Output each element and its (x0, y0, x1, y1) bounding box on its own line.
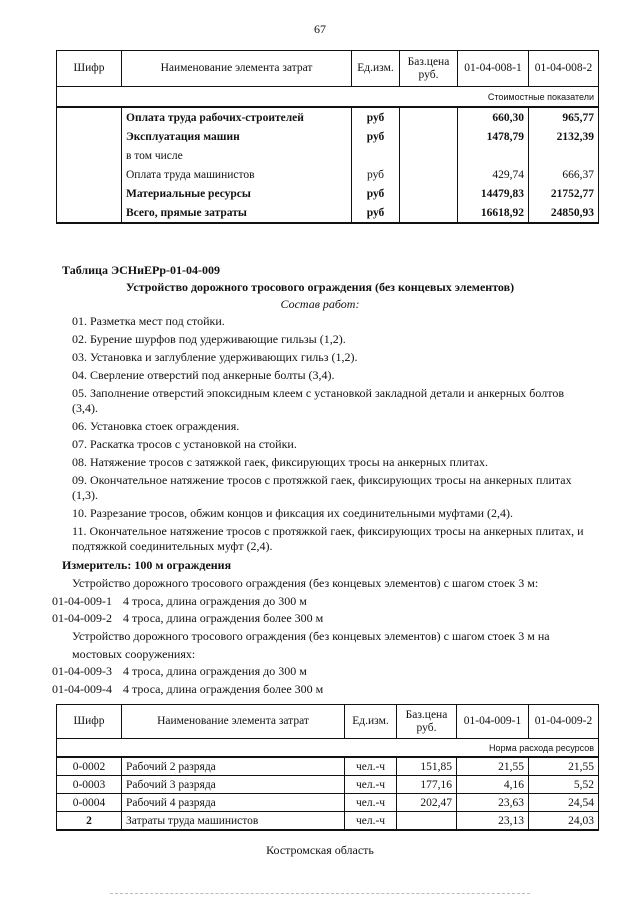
works-list (72, 314, 592, 557)
header-base-price: Баз.цена руб. (397, 705, 457, 739)
group1-item (52, 610, 323, 628)
row-name: Материальные ресурсы (122, 184, 352, 203)
row-unit: чел.-ч (345, 794, 397, 812)
item-text: 4 троса, длина ограждения до 300 м (123, 664, 307, 678)
header-code: Шифр (57, 51, 122, 87)
header-code: Шифр (57, 705, 122, 739)
row-value-2 (529, 146, 599, 165)
table-row (57, 146, 599, 165)
group2-description: Устройство дорожного тросового ограждения (без концевых элементов) с шагом стоек 3 м на мостовых сооружениях: (72, 629, 550, 661)
row-price: 202,47 (397, 794, 457, 812)
header-col-1: 01-04-008-1 (458, 51, 529, 87)
row-value-2: 5,52 (529, 776, 599, 794)
list-item: 11. Окончательное натяжение тросов с протяжкой гаек, фиксирующих тросы на анкерных плитах, и подтяжкой соединительных муфт (2,4). (72, 524, 584, 553)
list-item: 08. Натяжение тросов с затяжкой гаек, фиксирующих тросы на анкерных плитах. (72, 455, 489, 469)
item-code: 01-04-009-1 (52, 594, 112, 608)
header-col-2: 01-04-008-2 (529, 51, 599, 87)
row-name: Рабочий 3 разряда (122, 776, 345, 794)
row-value-2: 666,37 (529, 165, 599, 184)
item-code: 01-04-009-2 (52, 611, 112, 625)
section-label: Стоимостные показатели (57, 87, 599, 108)
header-name: Наименование элемента затрат (122, 51, 352, 87)
table-row (57, 757, 599, 776)
row-value-1: 16618,92 (458, 203, 529, 223)
group1-item (52, 593, 307, 611)
row-value-2: 21,55 (529, 757, 599, 776)
row-value-2: 24,54 (529, 794, 599, 812)
row-value-1: 429,74 (458, 165, 529, 184)
measure-unit: Измеритель: 100 м ограждения (62, 558, 232, 572)
row-code: 0-0003 (57, 776, 122, 794)
row-value-2: 21752,77 (529, 184, 599, 203)
list-item: 04. Сверление отверстий под анкерные болты (3,4). (72, 368, 335, 382)
item-text: 4 троса, длина ограждения более 300 м (123, 611, 324, 625)
header-name: Наименование элемента затрат (122, 705, 345, 739)
row-code: 2 (57, 812, 122, 831)
list-item: 05. Заполнение отверстий эпоксидным клеем с установкой закладной детали и анкерных болтов (3,4). (72, 386, 564, 415)
header-col-1: 01-04-009-1 (457, 705, 529, 739)
row-value-1: 4,16 (457, 776, 529, 794)
row-unit: руб (352, 107, 400, 127)
row-value-2: 24850,93 (529, 203, 599, 223)
row-name: Всего, прямые затраты (122, 203, 352, 223)
item-code: 01-04-009-4 (52, 682, 112, 696)
page-number: 67 (314, 22, 326, 36)
row-name: Оплата труда рабочих-строителей (122, 107, 352, 127)
header-col-2: 01-04-009-2 (529, 705, 599, 739)
row-value-1: 1478,79 (458, 127, 529, 146)
item-text: 4 троса, длина ограждения более 300 м (123, 682, 324, 696)
list-item: 01. Разметка мест под стойки. (72, 314, 225, 328)
row-name: Затраты труда машинистов (122, 812, 345, 831)
cost-table-008 (56, 50, 599, 224)
row-value-2: 24,03 (529, 812, 599, 831)
table-subtitle: Устройство дорожного тросового ограждения (без концевых элементов) (125, 280, 515, 294)
row-unit: чел.-ч (345, 812, 397, 831)
row-unit: руб (352, 184, 400, 203)
row-name: Эксплуатация машин (122, 127, 352, 146)
header-base-price: Баз.цена руб. (400, 51, 458, 87)
row-price: 177,16 (397, 776, 457, 794)
row-name: Оплата труда машинистов (122, 165, 352, 184)
row-price: 151,85 (397, 757, 457, 776)
row-value-1: 14479,83 (458, 184, 529, 203)
row-price (397, 812, 457, 831)
table-row (57, 107, 599, 127)
list-item: 07. Раскатка тросов с установкой на стойки. (72, 437, 297, 451)
row-unit: чел.-ч (345, 757, 397, 776)
row-unit (352, 146, 400, 165)
row-value-1: 660,30 (458, 107, 529, 127)
row-name: Рабочий 2 разряда (122, 757, 345, 776)
group2-item (52, 681, 323, 699)
row-code: 0-0004 (57, 794, 122, 812)
row-unit: руб (352, 165, 400, 184)
header-unit: Ед.изм. (352, 51, 400, 87)
table-row (57, 165, 599, 184)
list-item: 02. Бурение шурфов под удерживающие гильзы (1,2). (72, 332, 346, 346)
table-title: Таблица ЭСНиЕРр-01-04-009 (62, 263, 221, 277)
footer-region: Костромская область (266, 843, 374, 857)
row-name: Рабочий 4 разряда (122, 794, 345, 812)
table-row (57, 203, 599, 223)
list-item: 09. Окончательное натяжение тросов с протяжкой гаек, фиксирующих тросы на анкерных плитах (1,3). (72, 473, 572, 502)
list-item: 03. Установка и заглубление удерживающих гильз (1,2). (72, 350, 358, 364)
resource-table-009 (56, 704, 599, 831)
row-unit: чел.-ч (345, 776, 397, 794)
group1-description: Устройство дорожного тросового ограждения (без концевых элементов) с шагом стоек 3 м: (72, 576, 539, 590)
table-row (57, 812, 599, 831)
row-value-1 (458, 146, 529, 165)
item-code: 01-04-009-3 (52, 664, 112, 678)
group2-item (52, 663, 307, 681)
row-value-1: 23,63 (457, 794, 529, 812)
list-item: 10. Разрезание тросов, обжим концов и фиксация их соединительными муфтами (2,4). (72, 506, 514, 520)
table-row (57, 794, 599, 812)
item-text: 4 троса, длина ограждения до 300 м (123, 594, 307, 608)
list-item: 06. Установка стоек ограждения. (72, 419, 240, 433)
table-row (57, 776, 599, 794)
row-unit: руб (352, 203, 400, 223)
row-value-1: 21,55 (457, 757, 529, 776)
scan-edge-divider (110, 893, 530, 894)
table-row (57, 184, 599, 203)
section-label: Норма расхода ресурсов (57, 739, 599, 758)
row-value-2: 965,77 (529, 107, 599, 127)
table-row (57, 127, 599, 146)
row-name: в том числе (122, 146, 352, 165)
row-value-1: 23,13 (457, 812, 529, 831)
row-unit: руб (352, 127, 400, 146)
header-unit: Ед.изм. (345, 705, 397, 739)
row-code: 0-0002 (57, 757, 122, 776)
row-value-2: 2132,39 (529, 127, 599, 146)
composition-label: Состав работ: (280, 297, 360, 311)
